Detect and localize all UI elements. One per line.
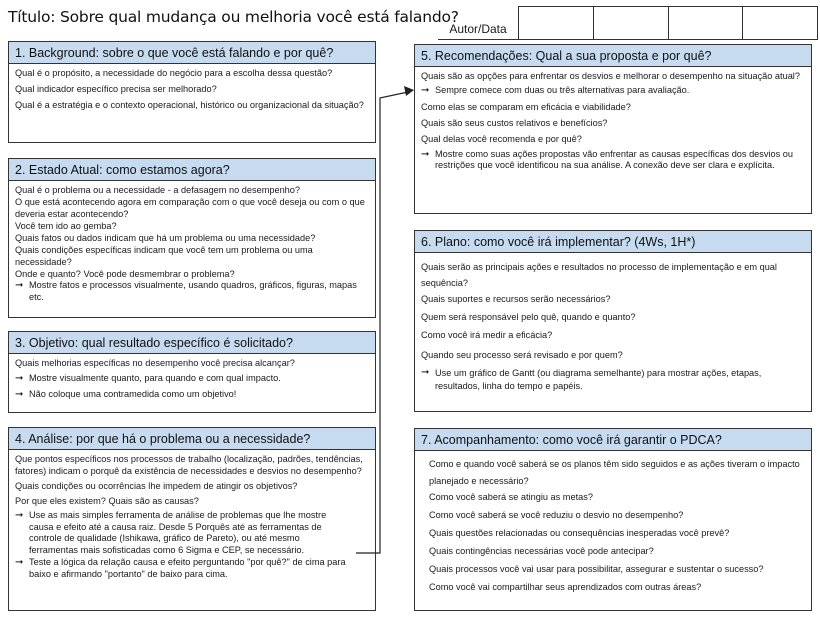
section-header: 4. Análise: por que há o problema ou a necessidade?	[9, 428, 375, 450]
question-text: Você tem ido ao gemba?	[15, 221, 117, 231]
section-header: 3. Objetivo: qual resultado específico é solicitado?	[9, 332, 375, 354]
question-text: Quais condições específicas indicam que você tem um problema ou uma necessidade?	[15, 245, 313, 267]
section-current-state	[8, 158, 376, 318]
author-date-cell[interactable]	[669, 6, 744, 40]
arrowhead-icon	[404, 86, 414, 96]
section-follow-up	[414, 428, 812, 611]
arrow-icon: ➞	[15, 388, 24, 400]
arrow-icon: ➞	[15, 280, 24, 291]
arrow-icon: ➞	[15, 510, 24, 521]
arrow-icon: ➞	[421, 367, 430, 378]
question-text: Qual delas você recomenda e por quê?	[421, 133, 582, 144]
bullet-item	[15, 510, 369, 556]
bullet-item	[15, 280, 369, 303]
bullet-text: Mostre como suas ações propostas vão enfrentar as causas específicas dos desvios ou restrições que você identificou na sua análise. A conexão deve ser clara e explícita.	[435, 148, 793, 170]
question-text: Quais melhorias específicas no desempenho você precisa alcançar?	[15, 358, 295, 368]
question-text: Quais condições ou ocorrências lhe impedem de atingir os objetivos?	[15, 481, 298, 491]
bullet-item	[421, 367, 805, 393]
question-text: Como elas se comparam em eficácia e viabilidade?	[421, 101, 631, 112]
question-text: Como e quando você saberá se os planos têm sido seguidos e as ações tiveram o impacto planejado e necessário?	[429, 459, 800, 486]
question-text: Qual indicador específico precisa ser melhorado?	[15, 84, 217, 94]
author-date-cell[interactable]	[518, 6, 594, 40]
question-text: O que está acontecendo agora em comparação com o que você deseja ou com o que deveria estar acontecendo?	[15, 197, 365, 219]
bullet-text: Sempre comece com duas ou três alternativas para avaliação.	[435, 85, 690, 95]
page-title: Título: Sobre qual mudança ou melhoria você está falando?	[8, 8, 459, 26]
arrow-icon: ➞	[421, 148, 430, 160]
section-header: 2. Estado Atual: como estamos agora?	[9, 159, 375, 181]
question-text: Quais são seus custos relativos e benefícios?	[421, 117, 608, 128]
section-background	[8, 41, 376, 143]
bullet-text: Mostre fatos e processos visualmente, usando quadros, gráficos, figuras, mapas etc.	[29, 280, 357, 302]
bullet-item	[15, 557, 369, 580]
section-objective	[8, 331, 376, 413]
arrow-icon: ➞	[15, 373, 24, 384]
bullet-text: Use as mais simples ferramenta de análise de problemas que lhe mostre causa e efeito até a causa raiz. Desde 5 Porquês até as ferramentas de controle de qualidade (Ishikawa, gráfico de Pareto), ou até mesmo ferramentas mais sofisticadas como 6 Sigma e CEP, se necessário.	[29, 510, 327, 555]
question-text: Qual é a estratégia e o contexto operacional, histórico ou organizacional da situação?	[15, 100, 364, 110]
question-text: Por que eles existem? Quais são as causas?	[15, 496, 199, 506]
author-date-cell[interactable]	[594, 6, 669, 40]
question-text: Quais são as opções para enfrentar os desvios e melhorar o desempenho na situação atual?	[421, 71, 800, 81]
question-text: Quais questões relacionadas ou consequências inesperadas você prevê?	[429, 528, 730, 538]
author-date-cell[interactable]	[743, 6, 818, 40]
section-plan	[414, 230, 812, 412]
bullet-text: Teste a lógica da relação causa e efeito perguntando "por quê?" de cima para baixo e afirmando "portanto" de baixo para cima.	[29, 557, 346, 579]
section-header: 1. Background: sobre o que você está falando e por quê?	[9, 42, 375, 64]
question-text: Que pontos específicos nos processos de trabalho (localização, padrões, tendências, fatores) indicam o porquê da existência de necessidades e desvios no desempenho?	[15, 454, 363, 476]
question-text: Quando seu processo será revisado e por quem?	[421, 350, 623, 360]
bullet-item	[15, 389, 369, 401]
question-text: Qual é o propósito, a necessidade do negócio para a escolha dessa questão?	[15, 68, 333, 78]
question-text: Como você vai compartilhar seus aprendizados com outras áreas?	[429, 582, 702, 592]
question-text: Onde e quanto? Você pode desmembrar o problema?	[15, 269, 235, 279]
question-text: Como você saberá se atingiu as metas?	[429, 492, 593, 502]
bullet-text: Não coloque uma contramedida como um objetivo!	[29, 388, 237, 399]
author-date-label: Autor/Data	[438, 6, 518, 40]
section-header: 6. Plano: como você irá implementar? (4Ws, 1H*)	[415, 231, 811, 253]
bullet-item	[15, 373, 369, 385]
question-text: Quem será responsável pelo quê, quando e quanto?	[421, 312, 636, 322]
question-text: Quais suportes e recursos serão necessários?	[421, 294, 611, 304]
section-recommendations	[414, 44, 812, 214]
arrow-icon: ➞	[15, 557, 24, 568]
section-header: 7. Acompanhamento: como você irá garantir o PDCA?	[415, 429, 811, 451]
bullet-item	[421, 149, 805, 172]
bullet-text: Mostre visualmente quanto, para quando e com qual impacto.	[29, 373, 281, 383]
question-text: Como você saberá se você reduziu o desvio no desempenho?	[429, 510, 684, 520]
author-date-grid	[438, 6, 818, 40]
question-text: Qual é o problema ou a necessidade - a defasagem no desempenho?	[15, 185, 301, 195]
question-text: Quais serão as principais ações e resultados no processo de implementação e em qual sequência?	[421, 262, 777, 288]
bullet-item	[421, 85, 805, 97]
question-text: Quais fatos ou dados indicam que há um problema ou uma necessidade?	[15, 233, 316, 243]
section-header: 5. Recomendações: Qual a sua proposta e por quê?	[415, 45, 811, 67]
question-text: Quais processos você vai usar para possibilitar, assegurar e sustentar o sucesso?	[429, 564, 764, 574]
bullet-text: Use um gráfico de Gantt (ou diagrama semelhante) para mostrar ações, etapas, resultados, linha do tempo e papéis.	[435, 368, 762, 391]
question-text: Quais contingências necessárias você pode antecipar?	[429, 546, 654, 556]
arrow-icon: ➞	[421, 85, 430, 96]
question-text: Como você irá medir a eficácia?	[421, 330, 553, 340]
section-analysis	[8, 427, 376, 611]
